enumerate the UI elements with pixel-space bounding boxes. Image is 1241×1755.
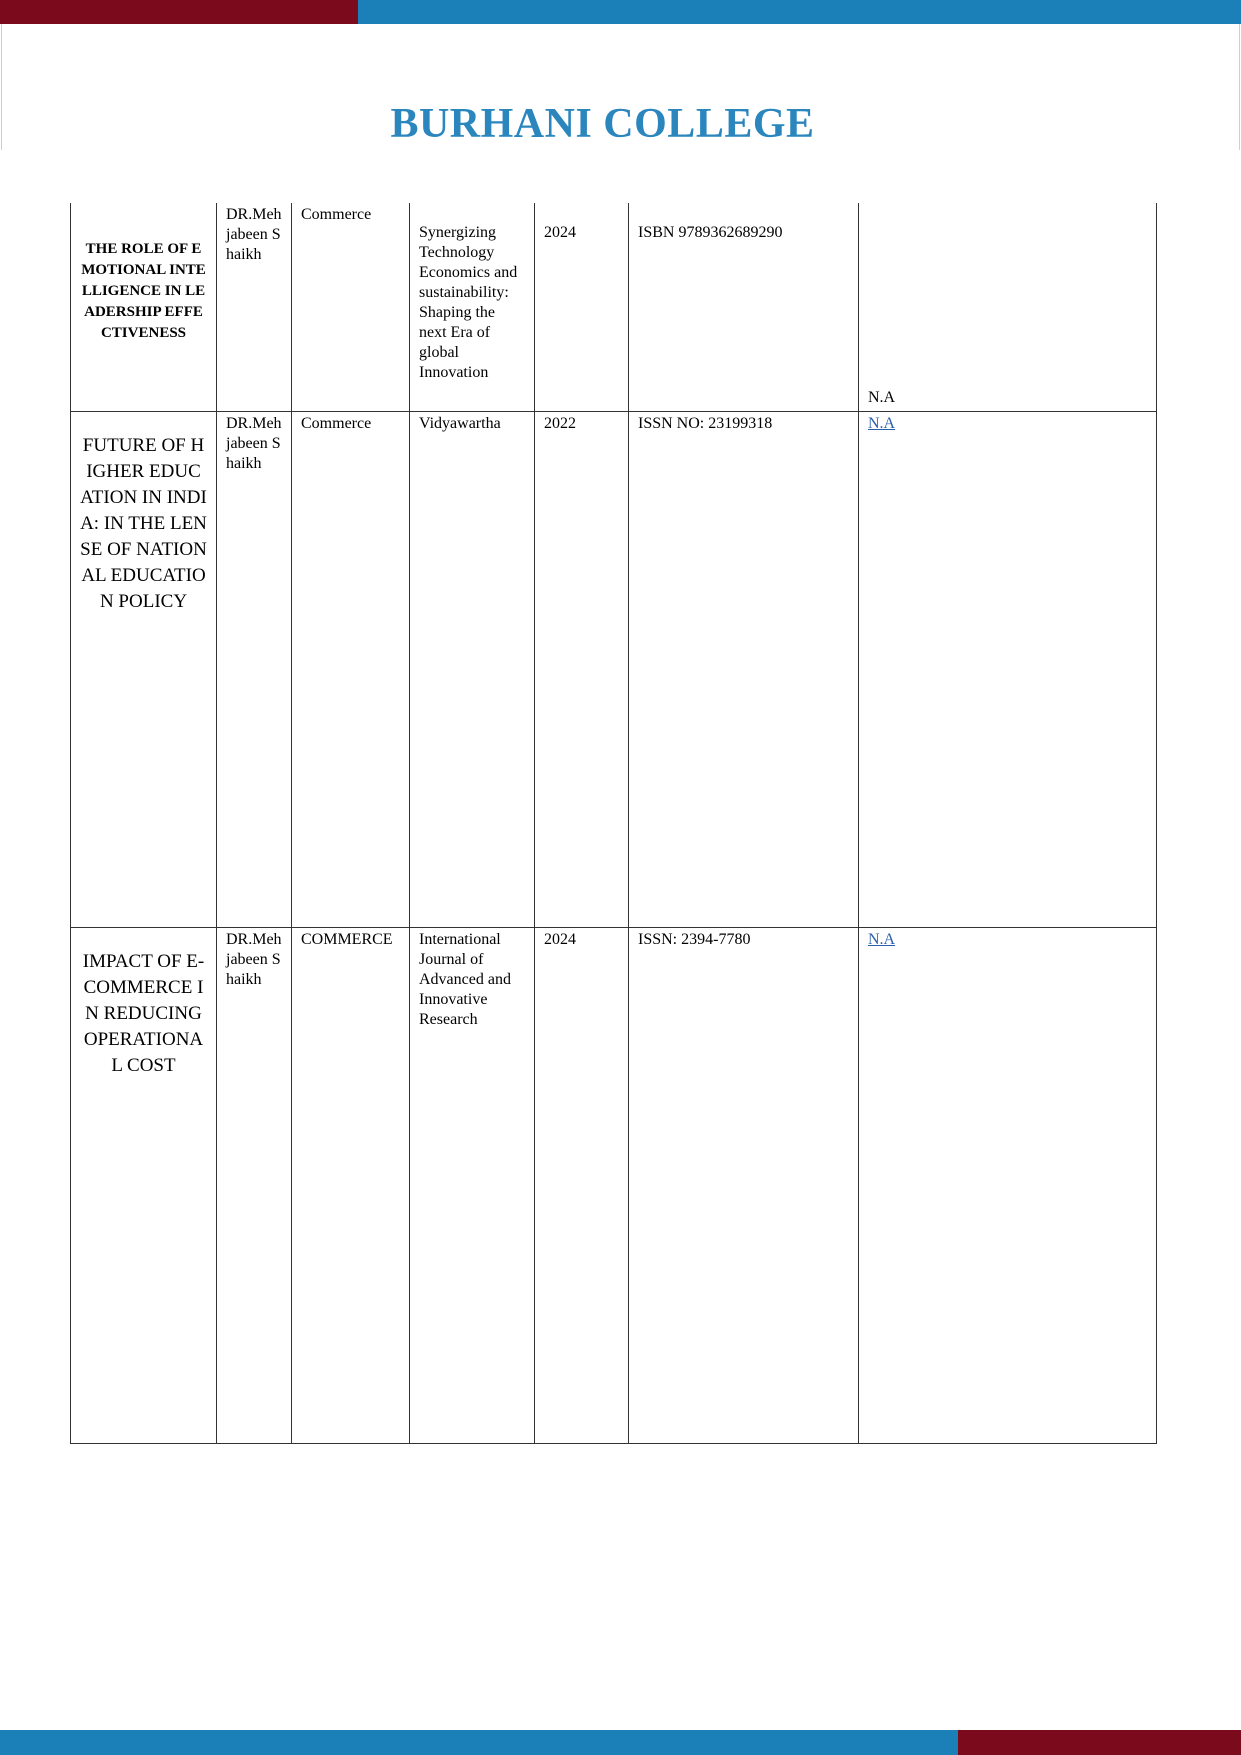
link[interactable]: N.A <box>868 414 896 432</box>
table-row <box>71 203 1157 411</box>
year: 2024 <box>544 224 576 241</box>
identifier: ISBN 9789362689290 <box>638 224 783 241</box>
paper-title-cell <box>71 203 217 411</box>
identifier: ISSN: 2394-7780 <box>638 930 751 948</box>
paper-title-cell <box>71 411 217 927</box>
link-cell <box>859 927 1157 1443</box>
header-right-edge <box>1239 24 1240 150</box>
year: 2022 <box>544 414 576 432</box>
author-name: DR.Mehjabeen Shaikh <box>226 930 282 988</box>
header-bar-blue <box>358 0 1241 24</box>
department-cell <box>292 411 410 927</box>
paper-title: IMPACT OF E-COMMERCE IN REDUCING OPERATIONAL COST <box>82 950 205 1076</box>
header-bar-red <box>0 0 358 24</box>
journal-cell <box>410 203 535 411</box>
author-name: DR.Mehjabeen Shaikh <box>226 206 282 263</box>
college-title: BURHANI COLLEGE <box>390 101 815 147</box>
journal-name: Synergizing Technology Economics and sustainability: Shaping the next Era of global Innovation <box>419 224 518 381</box>
table-row <box>71 411 1157 927</box>
author-name: DR.Mehjabeen Shaikh <box>226 414 282 472</box>
author-cell <box>217 411 292 927</box>
paper-title: THE ROLE OF EMOTIONAL INTELLIGENCE IN LEADERSHIP EFFECTIVENESS <box>81 241 206 341</box>
link[interactable]: N.A <box>868 930 896 948</box>
paper-title: FUTURE OF HIGHER EDUCATION IN INDIA: IN THE LENSE OF NATIONAL EDUCATION POLICY <box>80 434 207 612</box>
identifier-cell <box>629 411 859 927</box>
journal-name: Vidyawartha <box>419 414 501 432</box>
identifier-cell <box>629 203 859 411</box>
year-cell <box>535 927 629 1443</box>
department: COMMERCE <box>301 930 393 948</box>
year-cell <box>535 203 629 411</box>
footer-bar-red <box>958 1730 1241 1755</box>
author-cell <box>217 203 292 411</box>
link-cell <box>859 411 1157 927</box>
author-cell <box>217 927 292 1443</box>
publications-table <box>70 203 1157 1444</box>
journal-name: International Journal of Advanced and Innovative Research <box>419 930 511 1028</box>
department-cell <box>292 203 410 411</box>
journal-cell <box>410 927 535 1443</box>
table-row <box>71 927 1157 1443</box>
department: Commerce <box>301 414 372 432</box>
footer-bar-blue <box>0 1730 958 1755</box>
paper-title-cell <box>71 927 217 1443</box>
year: 2024 <box>544 930 576 948</box>
identifier: ISSN NO: 23199318 <box>638 414 773 432</box>
link-text: N.A <box>868 389 896 406</box>
department-cell <box>292 927 410 1443</box>
identifier-cell <box>629 927 859 1443</box>
department: Commerce <box>301 206 372 223</box>
year-cell <box>535 411 629 927</box>
link-cell <box>859 203 1157 411</box>
journal-cell <box>410 411 535 927</box>
